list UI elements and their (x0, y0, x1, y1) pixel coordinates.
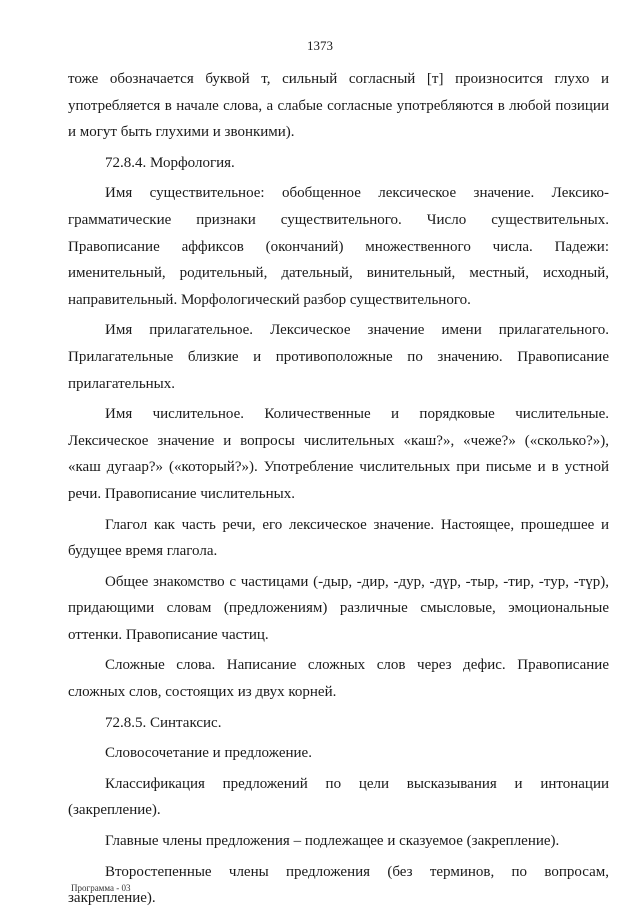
page-number: 1373 (307, 38, 333, 53)
paragraph-compound-words: Сложные слова. Написание сложных слов через дефис. Правописание сложных слов, состоящих из двух корней. (68, 657, 609, 701)
paragraph-phrase-sentence: Словосочетание и предложение. (105, 745, 312, 762)
section-heading-morphology: 72.8.4. Морфология. (105, 154, 235, 171)
paragraph-particles: Общее знакомство с частицами (-дыр, -дир, -дур, -дүр, -тыр, -тир, -тур, -түр), придающими словам (предложениям) различные смысловые, эмоциональные оттенки. Правописание частиц. (68, 573, 609, 643)
paragraph-main-members: Главные члены предложения – подлежащее и сказуемое (закрепление). (105, 833, 560, 850)
paragraph-verb: Глагол как часть речи, его лексическое значение. Настоящее, прошедшее и будущее время глагола. (68, 516, 609, 560)
page-body (68, 66, 609, 912)
paragraph-numeral: Имя числительное. Количественные и порядковые числительные. Лексическое значение и вопросы числительных «каш?», «чеже?» («сколько?»), «каш дугаар?» («который?»). Употребление числительных при письме и в устной речи. Правописание числительных. (68, 406, 609, 502)
section-heading-syntax: 72.8.5. Синтаксис. (105, 714, 222, 731)
page-footer: Программа - 03 (71, 883, 131, 893)
paragraph-noun: Имя существительное: обобщенное лексическое значение. Лексико-грамматические признаки существительного. Число существительных. Правописание аффиксов (окончаний) множественного числа. Падежи: именительный, родительный, дательный, винительный, местный, исходный, направительный. Морфологический разбор существительного. (68, 185, 609, 308)
paragraph-sentence-classification: Классификация предложений по цели высказывания и интонации (закрепление). (68, 775, 609, 819)
paragraph-secondary-members: Второстепенные члены предложения (без терминов, по вопросам, закрепление). (68, 863, 609, 907)
paragraph-adjective: Имя прилагательное. Лексическое значение имени прилагательного. Прилагательные близкие и противоположные по значению. Правописание прилагательных. (68, 322, 609, 392)
paragraph-phonetics-continuation: тоже обозначается буквой т, сильный согласный [т] произносится глухо и употребляется в начале слова, а слабые согласные употребляются в любой позиции и могут быть глухими и звонкими). (68, 71, 609, 141)
